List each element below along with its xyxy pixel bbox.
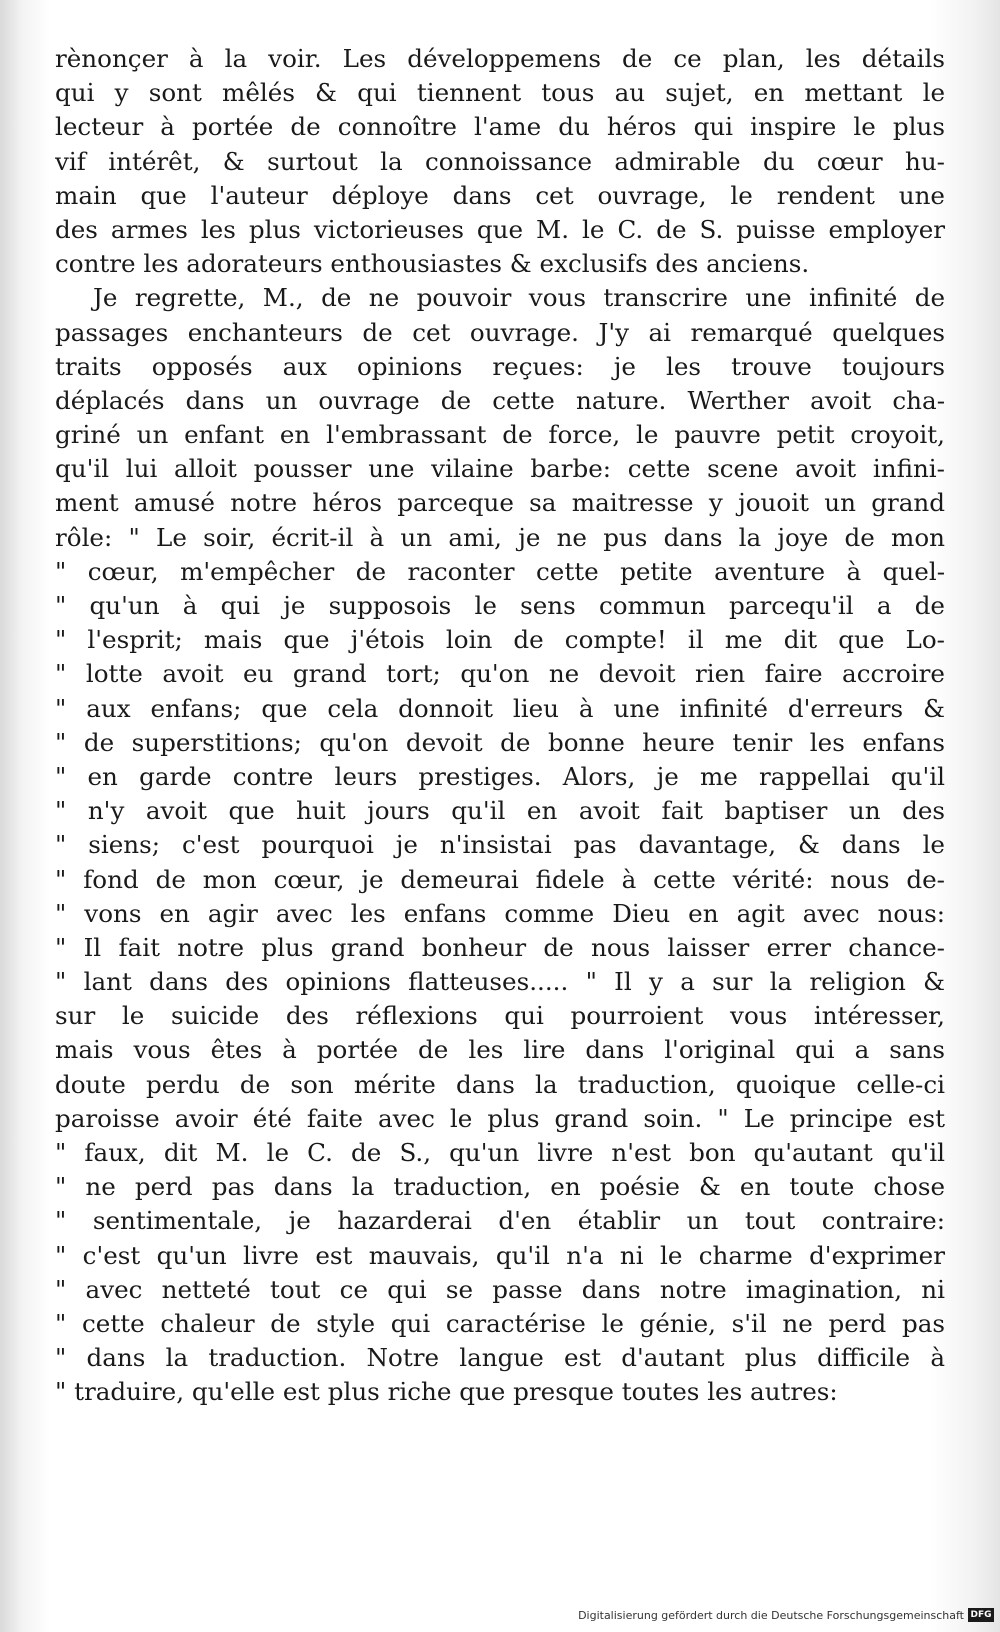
- dfg-logo-icon: DFG: [968, 1608, 994, 1622]
- text-line: " dans la traduction. Notre langue est d'autant plus difficile à: [55, 1343, 945, 1373]
- text-line: mais vous êtes à portée de les lire dans l'original qui a sans: [55, 1035, 945, 1065]
- text-line: " aux enfans; que cela donnoit lieu à une infinité d'erreurs &: [55, 693, 945, 723]
- text-line: " avec netteté tout ce qui se passe dans notre imagination, ni: [55, 1274, 945, 1304]
- text-line: des armes les plus victorieuses que M. le C. de S. puisse employer: [55, 214, 945, 244]
- text-line: qui y sont mêlés & qui tiennent tous au sujet, en mettant le: [55, 78, 945, 108]
- text-line: rènonçer à la voir. Les développemens de ce plan, les détails: [55, 44, 945, 73]
- text-line: " n'y avoit que huit jours qu'il en avoit fait baptiser un des: [55, 796, 945, 826]
- text-line: " en garde contre leurs prestiges. Alors, je me rappellai qu'il: [55, 761, 945, 791]
- text-line: main que l'auteur déploye dans cet ouvrage, le rendent une: [55, 180, 945, 210]
- text-line: " cette chaleur de style qui caractérise le génie, s'il ne perd pas: [55, 1308, 945, 1338]
- text-line: traits opposés aux opinions reçues: je les trouve toujours: [55, 351, 945, 381]
- text-line: " ne perd pas dans la traduction, en poésie & en toute chose: [55, 1172, 945, 1202]
- text-line: rôle: " Le soir, écrit-il à un ami, je ne pus dans la joye de mon: [55, 522, 945, 552]
- text-line: lecteur à portée de connoître l'ame du héros qui inspire le plus: [55, 112, 945, 142]
- text-line: " l'esprit; mais que j'étois loin de compte! il me dit que Lo-: [55, 625, 945, 655]
- text-line: " vons en agir avec les enfans comme Dieu en agit avec nous:: [55, 898, 945, 928]
- text-line: " Il fait notre plus grand bonheur de nous laisser errer chance-: [55, 932, 945, 962]
- text-line: sur le suicide des réflexions qui pourroient vous intéresser,: [55, 1001, 945, 1031]
- text-line: paroisse avoir été faite avec le plus grand soin. " Le principe est: [55, 1103, 945, 1133]
- text-line: Je regrette, M., de ne pouvoir vous transcrire une infinité de: [93, 283, 945, 313]
- text-line: qu'il lui alloit pousser une vilaine barbe: cette scene avoit infini-: [55, 454, 945, 484]
- text-line: " fond de mon cœur, je demeurai fidele à cette vérité: nous de-: [55, 864, 945, 894]
- footer-credit: [578, 1608, 994, 1622]
- text-line: déplacés dans un ouvrage de cette nature. Werther avoit cha-: [55, 385, 945, 415]
- text-line: contre les adorateurs enthousiastes & exclusifs des anciens.: [55, 249, 810, 279]
- text-line: " faux, dit M. le C. de S., qu'un livre n'est bon qu'autant qu'il: [55, 1138, 945, 1167]
- text-line: doute perdu de son mérite dans la traduction, quoique celle-ci: [55, 1069, 945, 1099]
- text-line: " lotte avoit eu grand tort; qu'on ne devoit rien faire accroire: [55, 659, 945, 689]
- text-line: passages enchanteurs de cet ouvrage. J'y ai remarqué quelques: [55, 317, 945, 347]
- text-line: " qu'un à qui je supposois le sens commun parcequ'il a de: [55, 591, 945, 620]
- text-line: vif intérêt, & surtout la connoissance admirable du cœur hu-: [55, 146, 945, 176]
- text-line: ment amusé notre héros parceque sa maitresse y jouoit un grand: [55, 488, 945, 518]
- footer-text: Digitalisierung gefördert durch die Deutsche Forschungsgemeinschaft: [578, 1608, 964, 1622]
- text-line: " siens; c'est pourquoi je n'insistai pas davantage, & dans le: [55, 830, 945, 860]
- text-line: " lant dans des opinions flatteuses..... " Il y a sur la religion &: [55, 967, 945, 997]
- body-text: [55, 42, 945, 1410]
- text-line: " traduire, qu'elle est plus riche que presque toutes les autres:: [55, 1377, 838, 1407]
- text-line: griné un enfant en l'embrassant de force, le pauvre petit croyoit,: [55, 420, 945, 450]
- text-line: " sentimentale, je hazarderai d'en établir un tout contraire:: [55, 1206, 945, 1236]
- text-line: " c'est qu'un livre est mauvais, qu'il n'a ni le charme d'exprimer: [55, 1240, 945, 1270]
- text-line: " cœur, m'empêcher de raconter cette petite aventure à quel-: [55, 556, 945, 586]
- text-line: " de superstitions; qu'on devoit de bonne heure tenir les enfans: [55, 727, 945, 757]
